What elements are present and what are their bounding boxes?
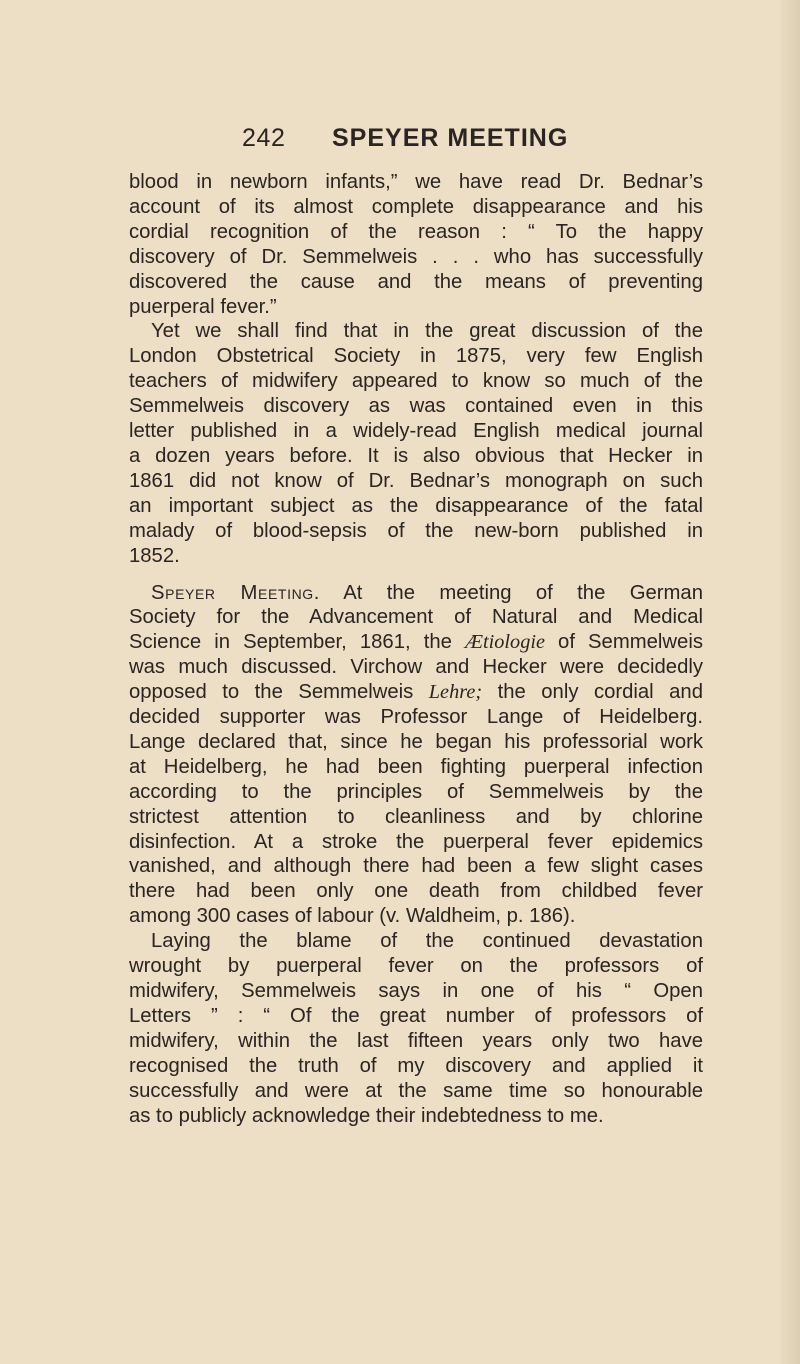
text-line: letter published in a widely-read English medical journal [129,420,703,443]
paragraph-1 [129,170,703,319]
page-number: 242 [242,124,286,152]
text-run: Science in September, 1861, the [129,631,452,654]
text-run: of Semmelweis [558,631,703,654]
text-line: a dozen years before. It is also obvious that Hecker in [129,444,703,467]
text-line: 1861 did not know of Dr. Bednar’s monograph on such [129,469,703,492]
paragraph-4 [129,929,703,1128]
italic-term: Ætiologie [464,631,545,654]
text-line: recognised the truth of my discovery and applied it [129,1054,703,1077]
paragraph-speyer-meeting [129,581,703,930]
text-line: teachers of midwifery appeared to know so much of the [129,370,703,393]
text-line: puerperal fever.” [129,295,277,318]
text-line: Society for the Advancement of Natural and Medical [129,606,703,629]
text-line: disinfection. At a stroke the puerperal fever epidemics [129,830,703,853]
text-line: blood in newborn infants,” we have read Dr. Bednar’s [129,171,703,193]
paragraph-2 [129,319,703,568]
text-line: among 300 cases of labour (v. Waldheim, p. 186). [129,905,576,928]
text-line: successfully and were at the same time so honourable [129,1079,703,1102]
text-line: Semmelweis discovery as was contained even in this [129,395,703,418]
page-body [129,170,703,1128]
text-line: was much discussed. Virchow and Hecker were decidedly [129,656,703,679]
text-line: midwifery, within the last fifteen years only two have [129,1029,703,1052]
text-line [129,630,703,655]
text-line: there had been only one death from childbed fever [129,880,703,903]
text-line: Yet we shall find that in the great discussion of the [151,320,703,343]
text-line: malady of blood-sepsis of the new-born published in [129,519,703,542]
text-line: an important subject as the disappearance of the fatal [129,494,703,517]
text-line: decided supporter was Professor Lange of Heidelberg. [129,706,703,729]
text-run: the only cordial and [497,681,703,704]
text-line: at Heidelberg, he had been fighting puerperal infection [129,755,703,778]
text-line: midwifery, Semmelweis says in one of his “ Open [129,980,703,1002]
section-heading: Speyer Meeting. [151,581,321,604]
text-line: wrought by puerperal fever on the professors of [129,955,703,978]
text-line: according to the principles of Semmelweis by the [129,780,703,803]
text-line: discovery of Dr. Semmelweis . . . who has successfully [129,245,703,268]
text-line: London Obstetrical Society in 1875, very few English [129,345,703,368]
text-line: cordial recognition of the reason : “ To the happy [129,220,703,243]
page-header [242,118,708,158]
text-line: strictest attention to cleanliness and by chlorine [129,805,703,828]
text-line: Laying the blame of the continued devastation [151,930,703,953]
running-title: SPEYER MEETING [332,124,569,152]
text-line [129,581,703,606]
text-line: account of its almost complete disappearance and his [129,195,703,218]
text-line: vanished, and although there had been a few slight cases [129,855,703,878]
text-line [129,680,703,705]
text-line: Letters ” : “ Of the great number of professors of [129,1004,703,1027]
italic-term: Lehre; [428,681,483,704]
text-line: as to publicly acknowledge their indebtedness to me. [129,1104,604,1127]
text-line: 1852. [129,544,180,567]
text-line: Lange declared that, since he began his professorial work [129,730,703,753]
text-run: At the meeting of the German [343,581,703,604]
text-run: opposed to the Semmelweis [129,681,414,704]
text-line: discovered the cause and the means of preventing [129,270,703,293]
paragraph-spacer [129,569,703,581]
